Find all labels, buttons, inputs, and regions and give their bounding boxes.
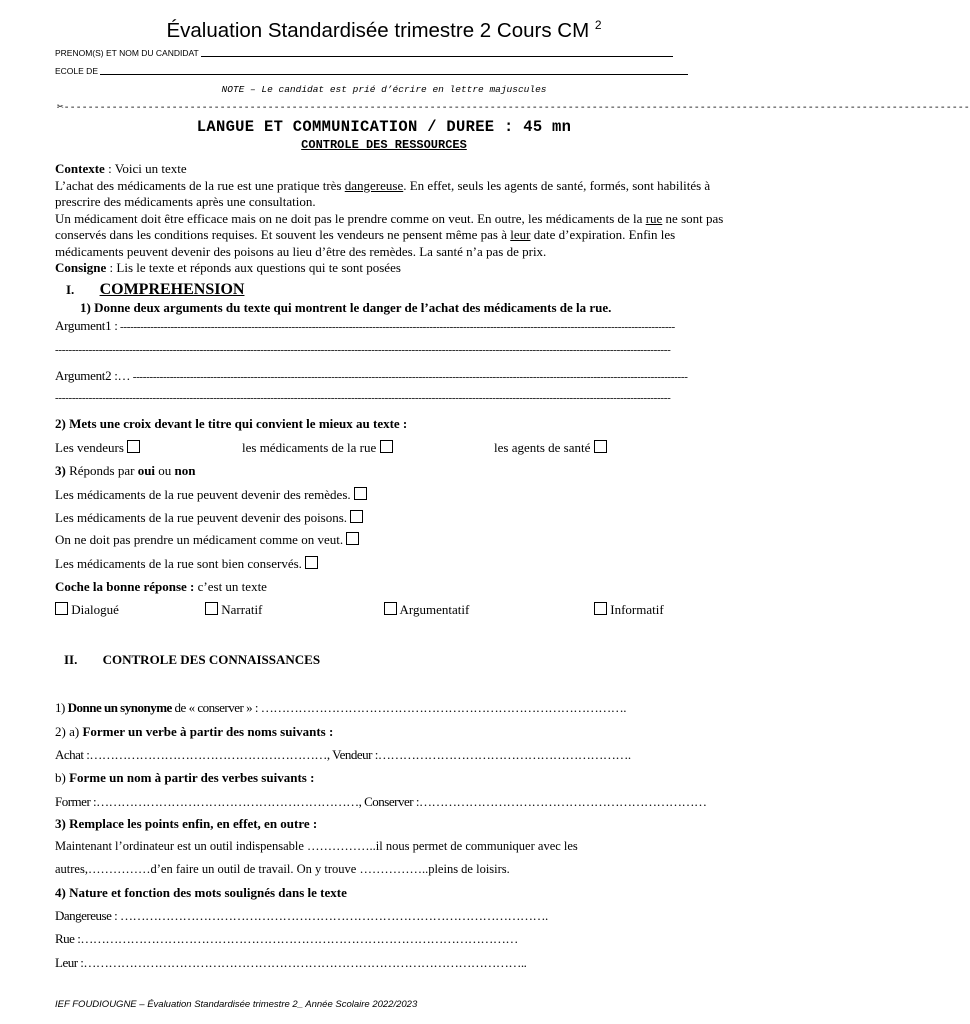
knowledge-question-2b — [55, 770, 314, 786]
checkbox[interactable] — [380, 440, 393, 453]
q4-option-label: Dialogué — [71, 602, 119, 617]
checkbox[interactable] — [384, 602, 397, 615]
q4-option-3[interactable] — [384, 602, 469, 618]
candidate-name-line[interactable] — [201, 56, 673, 57]
cut-line: ✂------------------------------------------------------------------------------------------------------------------------------------------------------- — [57, 102, 970, 114]
section-subtitle: CONTROLE DES RESSOURCES — [301, 138, 467, 152]
candidate-name-field[interactable] — [55, 48, 673, 58]
argument2-line2[interactable]: --------------------------------------------------------------------------------------------------------------------------------------------------------------------------------------- — [55, 392, 671, 404]
page-footer: IEF FOUDIOUGNE – Évaluation Standardisée trimestre 2_ Année Scolaire 2022/2023 — [55, 999, 418, 1010]
text-part: Un médicament doit être efficace mais on ne doit pas le prendre comme on veut. En outre, les médicaments de la — [55, 210, 646, 226]
former-label: Former : — [55, 794, 97, 809]
school-field[interactable] — [55, 66, 688, 76]
k2b-bold: Forme un nom à partir des verbes suivants : — [69, 770, 315, 785]
checkbox[interactable] — [346, 532, 359, 545]
k2b-prefix: b) — [55, 770, 70, 785]
school-label: ECOLE DE — [55, 66, 98, 76]
statement-text: On ne doit pas prendre un médicament comme on veut. — [55, 532, 344, 547]
q3-text: Réponds par — [65, 463, 138, 478]
k1-bold: Donne un synonyme — [67, 700, 172, 715]
knowledge-question-3: 3) Remplace les points enfin, en effet, en outre : — [55, 816, 318, 831]
q3-statement-1[interactable] — [55, 487, 367, 503]
q4-option-2[interactable] — [205, 602, 262, 618]
k3-line-1[interactable] — [55, 839, 578, 854]
argument2-field[interactable]: Argument2 :… --------------------------------------------------------------------------------------------------------------------------------------------------------------------- — [55, 368, 688, 383]
q3-statement-2[interactable] — [55, 510, 363, 526]
text-part: . En effet, seuls les agents de santé, formés, sont habilités à prescrire des médicaments après une consultation. — [55, 177, 711, 209]
q3-statement-4[interactable] — [55, 556, 318, 572]
k2b-answer-line[interactable]: Former :………………………………………………………, Conserver :…………………………………………………………… — [55, 794, 707, 809]
checkbox[interactable] — [594, 440, 607, 453]
underlined-word-dangereuse: dangereuse — [344, 177, 404, 193]
argument2-label: Argument2 :… — [55, 368, 131, 383]
k2-prefix: 2) a) — [55, 724, 83, 739]
question-3 — [55, 463, 196, 479]
q3-oui: oui — [137, 463, 156, 478]
q2-option-2[interactable] — [242, 440, 393, 456]
k3-line-2[interactable] — [55, 862, 510, 877]
k3-text: il nous permet de communiquer avec les — [375, 839, 578, 853]
q4-option-label: Informatif — [610, 602, 664, 617]
title-superscript: 2 — [594, 18, 602, 32]
checkbox[interactable] — [205, 602, 218, 615]
checkbox[interactable] — [127, 440, 140, 453]
conserver-label: , Conserver : — [358, 794, 419, 809]
q4-option-1[interactable] — [55, 602, 119, 618]
k2-bold: Former un verbe à partir des noms suivants : — [82, 724, 334, 739]
q4-label: Coche la bonne réponse : — [55, 579, 195, 594]
k4-dangereuse-line[interactable]: Dangereuse : …………………………………………………………………………………………. — [55, 908, 548, 923]
vendeur-label: , Vendeur : — [326, 747, 378, 762]
k1-number: 1) — [55, 700, 68, 715]
k4-rue-line[interactable]: Rue :…………………………………………………………………………………………… — [55, 931, 518, 946]
knowledge-question-2a — [55, 724, 333, 740]
school-line[interactable] — [100, 74, 688, 75]
question-1: 1) Donne deux arguments du texte qui montrent le danger de l’achat des médicaments de la rue. — [80, 300, 612, 315]
section-title: LANGUE ET COMMUNICATION / DUREE : 45 mn — [196, 118, 572, 136]
context-label: Contexte — [55, 161, 105, 176]
note-instruction: NOTE – Le candidat est prié d’écrire en lettre majuscules — [221, 84, 547, 95]
k4-word-label: Leur : — [55, 955, 84, 970]
underlined-word-rue: rue — [645, 210, 663, 226]
argument1-field[interactable]: Argument1 : --------------------------------------------------------------------------------------------------------------------------------------------------------------------- — [55, 318, 675, 333]
context-intro: : Voici un texte — [104, 161, 187, 176]
q4-option-4[interactable] — [594, 602, 664, 618]
context-paragraph — [55, 161, 725, 277]
question-2: 2) Mets une croix devant le titre qui convient le mieux au texte : — [55, 416, 408, 431]
k4-leur-line[interactable]: Leur :…………………………………………………………………………………………….. — [55, 955, 527, 970]
statement-text: Les médicaments de la rue peuvent devenir des poisons. — [55, 510, 348, 525]
q2-option-label: les agents de santé — [494, 440, 591, 455]
checkbox[interactable] — [305, 556, 318, 569]
k3-text: d’en faire un outil de travail. On y trouve …………….. — [150, 862, 429, 876]
q4-text: c’est un texte — [194, 579, 267, 594]
knowledge-question-1[interactable]: 1) Donne un synonyme de « conserver » : ……………………………………………………………………………. — [55, 700, 626, 715]
page-title — [0, 18, 768, 43]
k4-word-label: Dangereuse : — [55, 908, 118, 923]
q4-option-label: Narratif — [221, 602, 263, 617]
q3-ou: ou — [155, 463, 175, 478]
k3-text: pleins de loisirs. — [428, 862, 510, 876]
k4-word-label: Rue : — [55, 931, 81, 946]
consigne-label: Consigne — [55, 260, 107, 275]
scissors-icon: ✂ — [57, 102, 64, 114]
candidate-name-label: PRENOM(S) ET NOM DU CANDIDAT — [55, 48, 199, 58]
part2-heading — [64, 652, 320, 668]
consigne-text: : Lis le texte et réponds aux questions qui te sont posées — [106, 260, 401, 275]
part1-heading — [66, 281, 244, 299]
checkbox[interactable] — [354, 487, 367, 500]
part1-number: I. — [66, 282, 75, 297]
argument1-label: Argument1 : — [55, 318, 118, 333]
k1-rest: de « conserver » : — [171, 700, 258, 715]
statement-text: Les médicaments de la rue sont bien conservés. — [55, 556, 302, 571]
text-part: ne sont pas conservés dans les conditions requises. Et souvent les vendeurs ne pensent même pas à — [55, 210, 724, 242]
q4-option-label: Argumentatif — [399, 602, 470, 617]
q3-non: non — [174, 463, 196, 478]
q2-option-3[interactable] — [494, 440, 607, 456]
part2-title: CONTROLE DES CONNAISSANCES — [102, 652, 321, 667]
question-4 — [55, 579, 267, 595]
text-part: date d’expiration. Enfin les médicaments peuvent devenir des poisons au lieu d’être des remèdes. La santé n’a pas de prix. — [55, 227, 676, 259]
title-text: Évaluation Standardisée trimestre 2 Cours CM — [166, 18, 590, 42]
q3-number: 3) — [55, 463, 66, 478]
statement-text: Les médicaments de la rue peuvent devenir des remèdes. — [55, 487, 351, 502]
checkbox[interactable] — [55, 602, 68, 615]
q2-option-1[interactable] — [55, 440, 140, 456]
part2-number: II. — [64, 652, 78, 667]
q2-option-label: les médicaments de la rue — [242, 440, 377, 455]
k3-text: autres,…………… — [55, 862, 151, 876]
k3-text: Maintenant l’ordinateur est un outil indispensable …………….. — [55, 839, 376, 853]
checkbox[interactable] — [350, 510, 363, 523]
q2-option-label: Les vendeurs — [55, 440, 124, 455]
k2-answer-line[interactable]: Achat :…………………………………………………, Vendeur :……………………………………………………. — [55, 747, 631, 762]
checkbox[interactable] — [594, 602, 607, 615]
knowledge-question-4: 4) Nature et fonction des mots soulignés dans le texte — [55, 885, 347, 900]
underlined-word-leur: leur — [510, 227, 531, 242]
q3-statement-3[interactable] — [55, 532, 359, 548]
argument1-line2[interactable]: --------------------------------------------------------------------------------------------------------------------------------------------------------------------------------------- — [55, 344, 671, 356]
text-part: L’achat des médicaments de la rue est une pratique très — [55, 177, 345, 193]
achat-label: Achat : — [55, 747, 90, 762]
part1-title: COMPREHENSION — [99, 281, 245, 298]
